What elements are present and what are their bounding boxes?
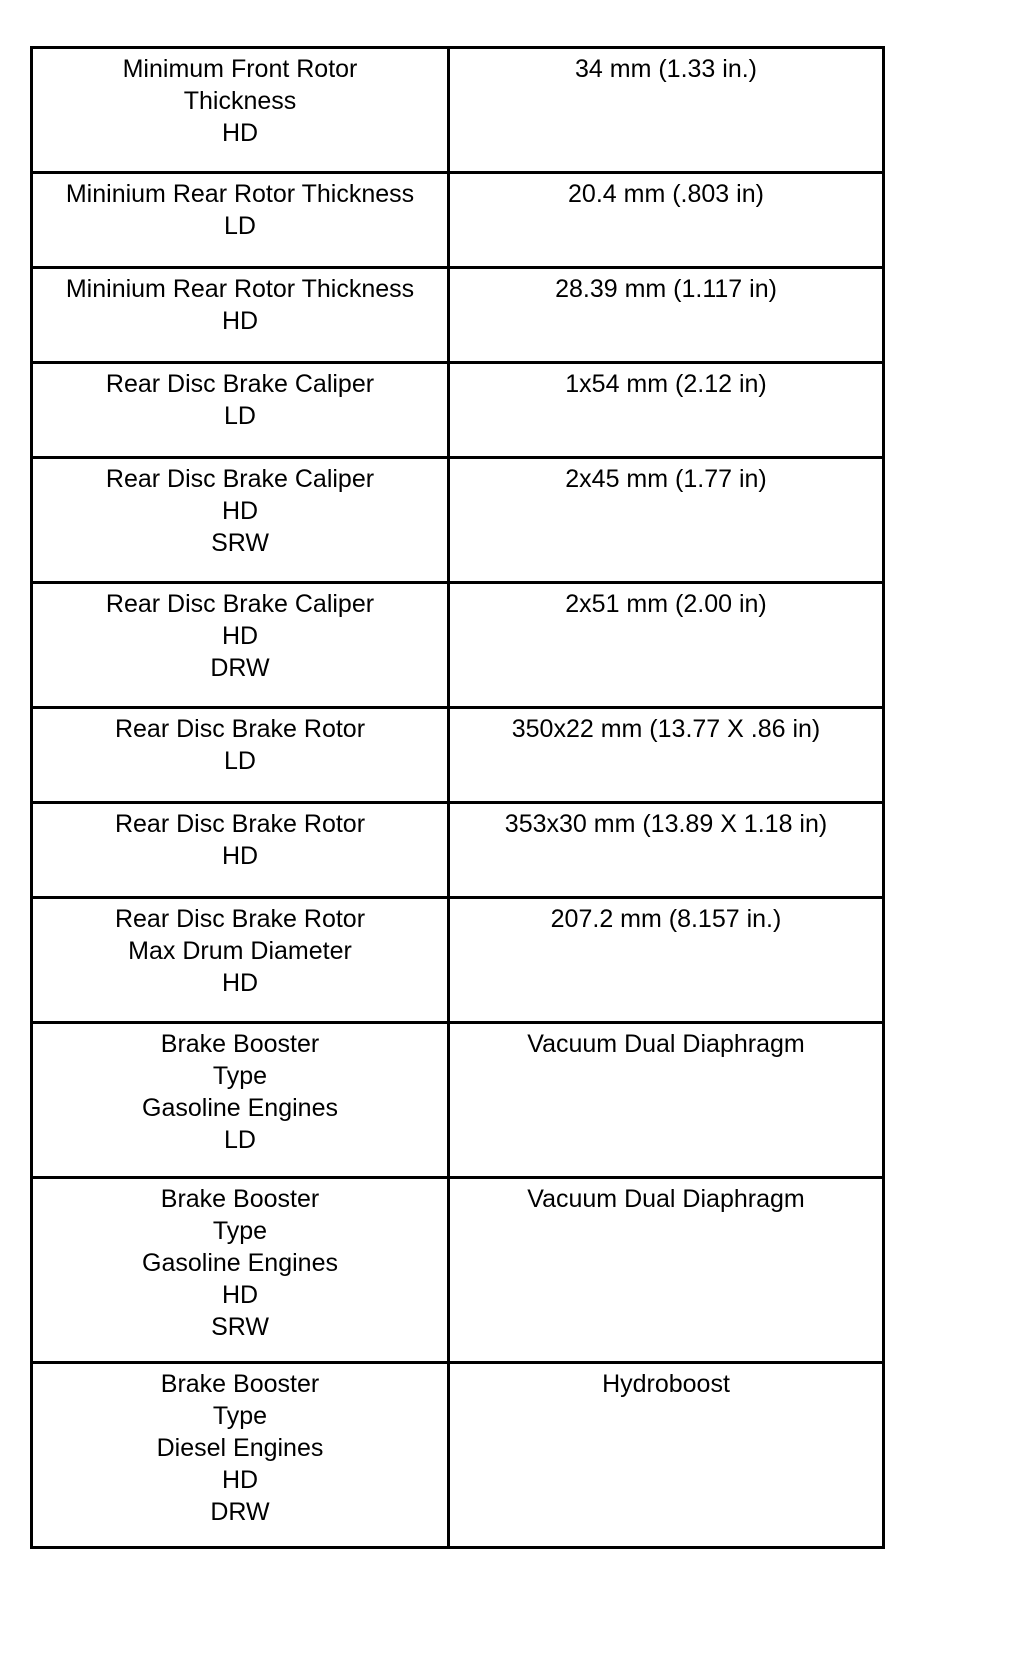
table-row xyxy=(32,458,884,583)
spec-value-cell: Vacuum Dual Diaphragm xyxy=(449,1178,884,1363)
table-row xyxy=(32,1178,884,1363)
spec-label-line: SRW xyxy=(211,1313,269,1341)
spec-label-cell xyxy=(32,1363,449,1548)
spec-label-line: Rear Disc Brake Caliper xyxy=(105,465,375,493)
spec-label-cell xyxy=(32,1023,449,1178)
spec-value-cell: 350x22 mm (13.77 X .86 in) xyxy=(449,708,884,803)
table-row xyxy=(32,1023,884,1178)
spec-label-cell xyxy=(32,803,449,898)
spec-label-line: Mininium Rear Rotor Thickness xyxy=(65,275,415,303)
spec-label-line: Thickness xyxy=(183,87,297,115)
spec-label-line: Type xyxy=(212,1217,268,1245)
spec-label-line: DRW xyxy=(210,654,270,682)
spec-label-line: SRW xyxy=(211,529,269,557)
spec-label-line: HD xyxy=(221,1281,259,1309)
spec-label-line: Brake Booster xyxy=(160,1030,320,1058)
spec-label-line: HD xyxy=(221,842,259,870)
table-row xyxy=(32,268,884,363)
spec-label-line: HD xyxy=(221,969,259,997)
spec-label-line: Mininium Rear Rotor Thickness xyxy=(65,180,415,208)
spec-label-cell xyxy=(32,268,449,363)
spec-label-cell xyxy=(32,1178,449,1363)
spec-label-line: Rear Disc Brake Rotor xyxy=(114,715,366,743)
table-row xyxy=(32,708,884,803)
spec-label-line: Rear Disc Brake Rotor xyxy=(114,905,366,933)
spec-label-line: Gasoline Engines xyxy=(142,1249,338,1277)
spec-label-line: Rear Disc Brake Caliper xyxy=(105,370,375,398)
spec-value-cell: 28.39 mm (1.117 in) xyxy=(449,268,884,363)
spec-value-cell: 34 mm (1.33 in.) xyxy=(449,48,884,173)
table-row xyxy=(32,898,884,1023)
table-row xyxy=(32,803,884,898)
spec-label-cell xyxy=(32,173,449,268)
spec-label-line: Brake Booster xyxy=(160,1370,320,1398)
spec-label-line: DRW xyxy=(210,1498,270,1526)
spec-value-cell: 353x30 mm (13.89 X 1.18 in) xyxy=(449,803,884,898)
spec-label-cell xyxy=(32,363,449,458)
spec-label-cell xyxy=(32,583,449,708)
table-row xyxy=(32,173,884,268)
spec-value-cell: Hydroboost xyxy=(449,1363,884,1548)
spec-label-line: LD xyxy=(224,1126,256,1154)
spec-label-line: HD xyxy=(221,119,259,147)
table-row xyxy=(32,48,884,173)
brake-specifications-table xyxy=(30,46,885,1549)
spec-value-cell: 207.2 mm (8.157 in.) xyxy=(449,898,884,1023)
spec-label-line: Max Drum Diameter xyxy=(128,937,352,965)
spec-label-line: HD xyxy=(221,622,259,650)
spec-label-cell xyxy=(32,898,449,1023)
spec-label-cell xyxy=(32,48,449,173)
spec-label-line: Type xyxy=(212,1062,268,1090)
spec-value-cell: 2x51 mm (2.00 in) xyxy=(449,583,884,708)
spec-label-line: LD xyxy=(224,212,256,240)
spec-label-line: Diesel Engines xyxy=(156,1434,324,1462)
spec-label-cell xyxy=(32,708,449,803)
spec-label-line: Minimum Front Rotor xyxy=(122,55,358,83)
table-row xyxy=(32,363,884,458)
spec-label-line: Rear Disc Brake Caliper xyxy=(105,590,375,618)
spec-label-line: Type xyxy=(212,1402,268,1430)
spec-value-cell: Vacuum Dual Diaphragm xyxy=(449,1023,884,1178)
spec-label-line: HD xyxy=(221,1466,259,1494)
spec-label-line: LD xyxy=(224,747,256,775)
spec-label-cell xyxy=(32,458,449,583)
spec-label-line: Rear Disc Brake Rotor xyxy=(114,810,366,838)
spec-value-cell: 1x54 mm (2.12 in) xyxy=(449,363,884,458)
spec-label-line: LD xyxy=(224,402,256,430)
table-row xyxy=(32,583,884,708)
spec-label-line: Gasoline Engines xyxy=(142,1094,338,1122)
spec-value-cell: 2x45 mm (1.77 in) xyxy=(449,458,884,583)
spec-label-line: HD xyxy=(221,307,259,335)
table-row xyxy=(32,1363,884,1548)
spec-label-line: HD xyxy=(221,497,259,525)
spec-value-cell: 20.4 mm (.803 in) xyxy=(449,173,884,268)
spec-label-line: Brake Booster xyxy=(160,1185,320,1213)
